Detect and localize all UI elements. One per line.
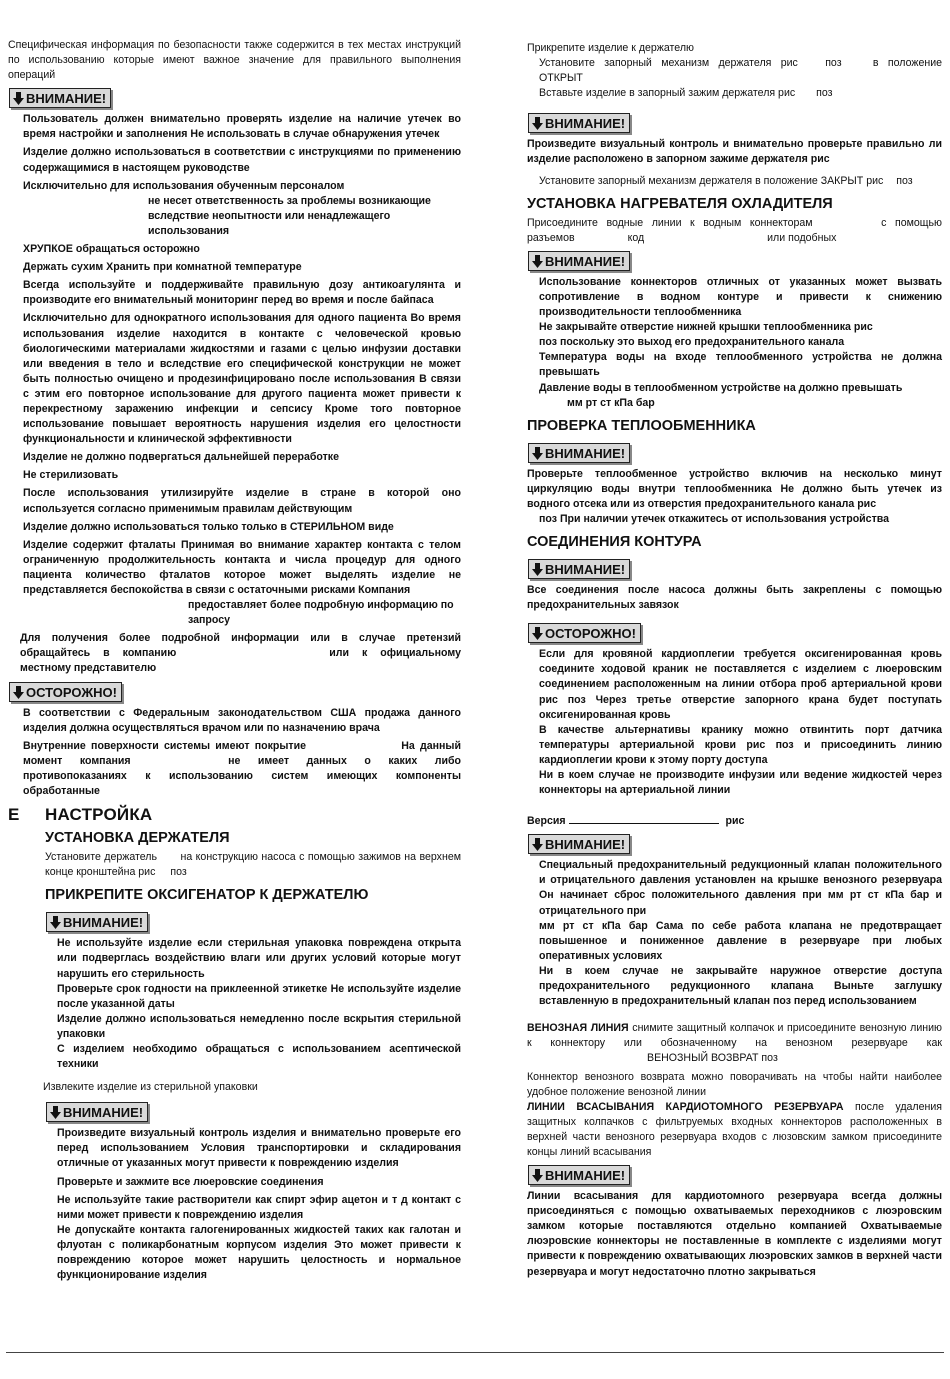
warning-item: Проверьте теплообменное устройство включив на несколько минут циркуляцию воды внутри теплообменника Не должно быть утечек из водного отсека или из отверстия предохранительного канала рис xyxy=(527,467,942,510)
warning-item: Специальный предохранительный редукционный клапан положительного и отрицательного давления установлен на крышке венозного резервуара Он начинает сброс положительного давления при мм рт ст кПа бар и отрицательного при xyxy=(539,859,942,917)
caution-badge: ОСТОРОЖНО! xyxy=(528,623,641,643)
warning-block-8 xyxy=(527,858,942,1009)
caution-block-2 xyxy=(527,647,942,798)
warning-item: Линии всасывания для кардиотомного резервуара всегда должны присоединяться с помощью охватываемых переходников с люэровским замком которые поставляются отдельно компанией Охватываемые люэровские коннекторы не поставленные в комплекте с изделиями могут привести к повреждению охватывающих люэровских замков в верхней части резервуара и могут недостаточно плотно закрываться xyxy=(527,1190,942,1278)
warning-item: Использование коннекторов отличных от указанных может вызвать сопротивление в водном контуре и привести к снижению производительности теплообменника xyxy=(539,275,942,319)
hand-warning-icon xyxy=(13,92,24,105)
warning-block-2 xyxy=(45,936,461,1072)
warning-item: С изделием необходимо обращаться с использованием асептической техники xyxy=(57,1042,461,1071)
warning-badge: ВНИМАНИЕ! xyxy=(46,1102,148,1122)
caution-item: Если для кровяной кардиоплегии требуется оксигенированная кровь соедините ходовой краник не поставляется с изделием с люеровским соединением расположенным на линии отбора проб артериальной крови рис поз Через третье отверстие запорного крана будет поступать оксигенированная кровь xyxy=(539,648,942,721)
warning-item: Все соединения после насоса должны быть закреплены с помощью предохранительных завязок xyxy=(527,584,942,612)
warning-item: Не закрывайте отверстие нижней крышки теплообменника рис xyxy=(539,321,873,334)
warning-item: ХРУПКОЕ обращаться осторожно xyxy=(23,243,200,256)
caution-block-1 xyxy=(8,706,461,800)
warning-item: Не стерилизовать xyxy=(23,469,119,482)
warning-badge: ВНИМАНИЕ! xyxy=(46,912,148,932)
warning-item: поз поскольку это выход его предохранительного канала xyxy=(539,336,845,349)
warning-item: поз При наличии утечек откажитесь от использования устройства xyxy=(539,512,890,525)
warning-item: Всегда используйте и поддерживайте правильную дозу антикоагулянта и производите его внимательный мониторинг перед во время и после байпаса xyxy=(23,279,461,307)
subheading-oxygenator: ПРИКРЕПИТЕ ОКСИГЕНАТОР К ДЕРЖАТЕЛЮ xyxy=(45,887,369,904)
warning-item: Давление воды в теплообменном устройстве на должно превышать xyxy=(539,381,903,394)
warning-item: Изделие содержит фталаты Принимая во внимание характер контакта с телом ограниченную продолжительность контакта и числа процедур для одного пациента количество фталатов которое может выделять изделие не представляется беспокойства в связи с остаточными рисками Компания xyxy=(23,538,461,596)
left-column xyxy=(8,38,461,1283)
warning-badge: ВНИМАНИЕ! xyxy=(528,113,630,133)
subheading-connections: СОЕДИНЕНИЯ КОНТУРА xyxy=(527,534,702,551)
warning-item: Изделие должно использоваться немедленно после вскрытия стерильной упаковки xyxy=(57,1012,461,1040)
warning-item: Не используйте изделие если стерильная упаковка повреждена открыта или подверглась воздействию влаги или других условий которые могут нарушить его стерильность xyxy=(57,937,461,980)
hand-warning-icon xyxy=(532,1169,543,1182)
hand-warning-icon xyxy=(532,117,543,130)
right-column xyxy=(527,38,942,1280)
warning-item: После использования утилизируйте изделие в стране в которой оно используется согласно применимым правилам действующим xyxy=(23,487,461,515)
warning-block-3 xyxy=(45,1126,461,1283)
attach-step-2: Вставьте изделие в запорный зажим держателя рис поз xyxy=(539,87,833,100)
caution-item: В соответствии с Федеральным законодательством США продажа данного изделия должна осуществляться врачом или по назначению врача xyxy=(23,706,461,734)
section-heading-e: E НАСТРОЙКА xyxy=(8,805,153,825)
venous-rotate-paragraph: Коннектор венозного возврата можно поворачивать на чтобы найти наиболее удобное положение венозной линии xyxy=(527,1070,942,1098)
warning-item: Исключительно для использования обученным персоналом xyxy=(23,179,345,192)
warning-item: Не используйте такие растворители как спирт эфир ацетон и т д контакт с ними может привести к повреждению изделия xyxy=(57,1193,461,1221)
warning-item: Пользователь должен внимательно проверять изделие на наличие утечек во время настройки и заполнения Не использовать в случае обнаружения утечек xyxy=(23,113,461,141)
warning-badge: ВНИМАНИЕ! xyxy=(9,88,111,108)
extract-instruction: Извлеките изделие из стерильной упаковки xyxy=(43,1081,258,1094)
warning-item: Изделие должно использоваться в соответствии с инструкциями по применению содержащимися в настоящем руководстве xyxy=(23,146,461,174)
hand-warning-icon xyxy=(532,838,543,851)
attach-step-1: Установите запорный механизм держателя рис поз в положение ОТКРЫТ xyxy=(539,57,943,85)
hand-warning-icon xyxy=(532,255,543,268)
attach-heading: Прикрепите изделие к держателю xyxy=(527,42,694,54)
warning-item: Температура воды на входе теплообменного устройства не должна превышать xyxy=(539,351,942,379)
warning-item: мм рт ст кПа бар xyxy=(567,396,655,409)
hand-warning-icon xyxy=(50,916,61,929)
warning-item: Произведите визуальный контроль изделия и внимательно проверьте его перед использованием Условия транспортировки и складирования отличные от указанных могут привести к повреждению изделия xyxy=(57,1127,461,1170)
warning-item: Проверьте срок годности на приклеенной этикетке Не используйте изделие после указанной даты xyxy=(57,982,461,1010)
suction-paragraph: ЛИНИИ ВСАСЫВАНИЯ КАРДИОТОМНОГО РЕЗЕРВУАРА после удаления защитных колпачков с фильтруемых входных коннекторов расположенных в верхней части венозного резервуара входов с люзовским замком присоедините концы линий всасывания xyxy=(527,1100,943,1158)
warning-item: не несет ответственность за проблемы возникающие вследствие неопытности или ненадлежащего использования xyxy=(148,194,431,237)
warning-item: Держать сухим Хранить при комнатной температуре xyxy=(23,261,302,274)
warning-block-1 xyxy=(8,112,461,628)
warning-item: Не допускайте контакта галогенированных жидкостей таких как галотан и флуотан с поликарбонатным корпусом изделия Это может привести к повреждению которое может нарушить целостность и нормальное функционирование изделия xyxy=(57,1223,461,1282)
page-bottom-rule xyxy=(6,1352,944,1353)
caution-item: Ни в коем случае не производите инфузии или ведение жидкостей через коннекторы на артериальной линии xyxy=(539,769,942,797)
intro-paragraph: Специфическая информация по безопасности также содержится в тех местах инструкций по использованию которые имеют важное значение для правильного выполнения операций xyxy=(8,39,461,82)
caution-badge: ОСТОРОЖНО! xyxy=(9,682,122,702)
warning-badge: ВНИМАНИЕ! xyxy=(528,1165,630,1185)
warning-item: Ни в коем случае не закрывайте наружное отверстие доступа предохранительного редукционного клапана Выньте заглушку вставленную в предохранительный клапан поз перед использованием xyxy=(539,964,942,1008)
warning-badge: ВНИМАНИЕ! xyxy=(528,834,630,854)
close-instruction: Установите запорный механизм держателя в положение ЗАКРЫТ рис поз xyxy=(539,174,913,187)
warning-block-5 xyxy=(527,275,942,411)
hand-warning-icon xyxy=(13,686,24,699)
venous-line-paragraph: ВЕНОЗНАЯ ЛИНИЯ снимите защитный колпачок и присоедините венозную линию к коннектору или обозначенному на венозном резервуаре как ВЕНОЗНЫЙ ВОЗВРАТ поз xyxy=(527,1022,942,1065)
holder-paragraph: Установите держатель на конструкцию насоса с помощью зажимов на верхнем конце кронштейна рис поз xyxy=(45,851,462,879)
hand-warning-icon xyxy=(532,563,543,576)
caution-item: Внутренние поверхности системы имеют покрытие На данный момент компания не имеет данных о каких либо противопоказаниях к использованию систем имеющих компоненты обработанные xyxy=(23,739,461,798)
hand-warning-icon xyxy=(50,1106,61,1119)
subheading-check: ПРОВЕРКА ТЕПЛООБМЕННИКА xyxy=(527,417,756,434)
warning-item: Исключительно для однократного использования для одного пациента Во время использования изделие находится в контакте с человеческой кровью биологическими материалами жидкостями и газами с целью инфузии доставки или введения в тело и вследствие его специфической конструкции не может быть полностью очищено и продезинфицировано после использования В связи с этим его повторное использование для другого пациента может привести к перекрестному заражению инфекции и сепсису Кроме того повторное использование повышает вероятность нарушения изделия его целостности функциональности и клинической эффективности xyxy=(23,312,461,446)
warning-item: Изделие должно использоваться только только в СТЕРИЛЬНОМ виде xyxy=(23,520,394,533)
warning-item: предоставляет более подробную информацию по запросу xyxy=(188,599,454,627)
contact-paragraph: Для получения более подробной информации или в случае претензий обращайтесь в компанию или к официальному местному представителю xyxy=(20,632,461,675)
section-e-body xyxy=(8,829,461,1283)
version-line: Версия рис xyxy=(527,812,942,829)
warning-badge: ВНИМАНИЕ! xyxy=(528,251,630,271)
warning-item: мм рт ст кПа бар Сама по себе работа клапана не предотвращает повышенное и пониженное давление в резервуаре при любых оперативных условиях xyxy=(539,919,942,962)
hand-warning-icon xyxy=(532,627,543,640)
warning-item: Изделие не должно подвергаться дальнейшей переработке xyxy=(23,451,339,464)
warning-badge: ВНИМАНИЕ! xyxy=(528,443,630,463)
version-underline xyxy=(569,812,719,824)
warning-item: Проверьте и зажмите все люеровские соединения xyxy=(57,1175,324,1188)
caution-item: В качестве альтернативы кранику можно отвинтить порт датчика температуры артериальной крови рис поз и присоединить линию кардиоплегии крови к этому порту доступа xyxy=(539,723,942,766)
heater-paragraph: Присоедините водные линии к водным коннекторам с помощью разъемов код или подобных xyxy=(527,216,942,244)
warning-item: Произведите визуальный контроль и внимательно проверьте правильно ли изделие расположено в запорном зажиме держателя рис xyxy=(527,138,942,166)
subheading-heater: УСТАНОВКА НАГРЕВАТЕЛЯ ОХЛАДИТЕЛЯ xyxy=(527,195,833,212)
hand-warning-icon xyxy=(532,447,543,460)
subheading-holder: УСТАНОВКА ДЕРЖАТЕЛЯ xyxy=(45,830,230,847)
warning-badge: ВНИМАНИЕ! xyxy=(528,559,630,579)
